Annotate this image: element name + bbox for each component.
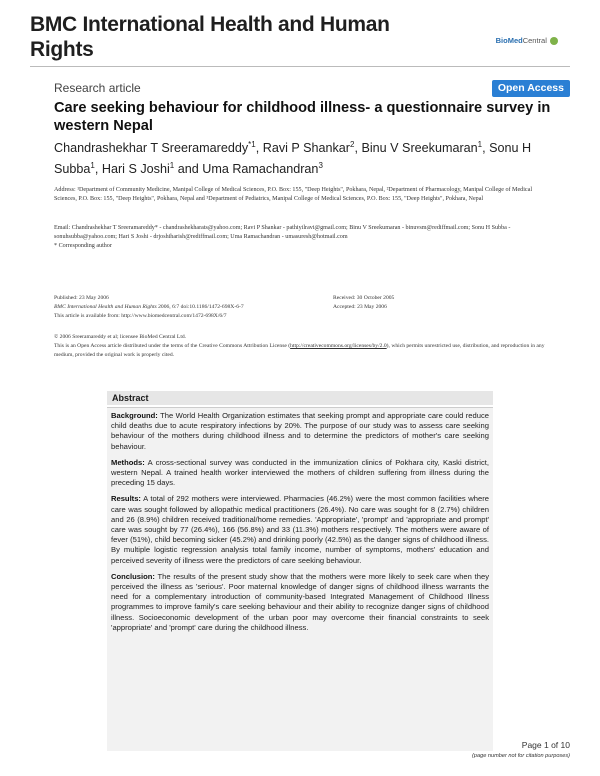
abstract-box [107,391,493,751]
published-date: Published: 23 May 2006 [54,295,109,301]
address-block: Address: ¹Department of Community Medicine, Manipal College of Medical Sciences, P.O. Box: 155, "Deep Heights", Pokhara, Nepal, ²Department of Pharmacology, Manipal College of Medical Sciences, P.O. Box: 155, "Deep Heights", Pokhara, Nepal and ³Department of Pediatrics, Manipal College of Medical Sciences, P.O. Box: 155, "Deep Heights", Pokhara, Nepal [54,187,533,202]
publisher-bio: Bio [495,36,508,45]
section-label: Conclusion: [111,571,155,581]
page-number: Page 1 of 10 [521,740,570,750]
abstract-conclusion [111,572,489,633]
section-label: Background: [111,411,158,420]
author-affiliation: 1 [477,140,483,149]
header-divider [30,66,570,67]
abstract-body [107,407,493,751]
license-text [54,342,554,360]
author-affiliation: 1 [169,161,175,171]
corresponding-note: * Corresponding author [54,243,112,249]
author[interactable]: Ravi P Shankar [262,141,350,156]
publisher-med: Med [507,36,523,45]
received-date: Received: 30 October 2005 [333,295,395,301]
dates-info [333,294,553,312]
license-part: This is an Open Access article distributed under the terms of the Creative Commons Attribution License ( [54,343,291,349]
author[interactable]: Hari S Joshi [101,162,170,177]
author-list: Chandrashekhar T Sreeramareddy$^{*1}$, Ravi P Shankar$^2$, Binu V Sreekumaran$^1$, Sonu H Subba$^1$, Hari S Joshi$^1$ and Uma Ramachandran$^3$ [54,140,532,177]
citation [54,303,354,312]
citation-journal: BMC International Health and Human Rights [54,304,157,310]
author-affiliation: 3 [318,161,323,171]
abstract-heading: Abstract [107,391,493,405]
section-text: The results of the present study show that the mothers were more likely to seek care when they perceived the illness as 'serious'. Poor maternal knowledge of danger signs of childhood illness warrants the need for a complementary introduction of community-based Integrated Management of Childhood Illness programmes to improve family's care seeking behaviour and their ability to recognize danger signs of childhood illness. Socioeconomic development of the urban poor may overcome their financial constraints to seek 'appropriate' and 'prompt' care during the childhood illness. [111,571,489,632]
article-type: Research article [54,81,141,95]
copyright-line: © 2006 Sreeramareddy et al; licensee BioMed Central Ltd. [54,334,187,340]
section-text: A cross-sectional survey was conducted in the immunization clinics of Pokhara city, Kaski district, western Nepal. A trained health worker interviewed the mothers of children suffering from illness during the preceding 15 days. [111,457,489,488]
publication-info [54,294,354,321]
author[interactable]: Sonu H Subba [54,141,532,177]
license-link[interactable]: http://creativecommons.org/licenses/by/2.0 [290,343,387,349]
section-text: The World Health Organization estimates that seeking prompt and appropriate care could reduce child deaths due to acute respiratory infections by 20%. The purpose of our study was to assess care seeking behaviour of the mothers during childhood illness and to determine the predictors of mother's care seeking behaviour. [111,411,489,451]
publisher-central: Central [522,36,547,45]
author-affiliation: 1 [90,161,95,171]
section-label: Results: [111,494,141,504]
abstract-methods [111,458,489,489]
section-label: Methods: [111,457,145,467]
open-access-badge: Open Access [492,80,570,97]
license-part: ), which permits unrestricted use, distribution, and reproduction in any medium, provided the original work is properly cited. [54,343,545,358]
abstract-results [111,494,489,565]
journal-title: BMC International Health and Human Rights [30,13,390,61]
article-title: Care seeking behaviour for childhood illness- a questionnaire survey in western Nepal [54,100,551,134]
author[interactable]: Chandrashekhar T Sreeramareddy [54,141,249,156]
author[interactable]: Binu V Sreekumaran [361,141,478,156]
author-affiliation: *1 [248,140,256,149]
accepted-date: Accepted: 23 May 2006 [333,304,387,310]
biomed-logo-icon [550,37,558,45]
email-list[interactable]: Email: Chandrashekhar T Sreeramareddy* - chandrashekharats@yahoo.com; Ravi P Shankar - pathiyilravi@gmail.com; Binu V Sreekumaran - binuvsm@rediffmail.com; Sonu H Subba - sonuhsubba@yahoo.com; Hari S Joshi - drjoshiharish@rediffmail.com; Uma Ramachandran - umasuresh@hotmail.com [54,225,511,240]
section-text: A total of 292 mothers were interviewed. Pharmacies (46.2%) were the most common facilities where care was sought followed by allopathic medical practitioners (26.4%). No care was sought for 8 (2.7%) children and 26 (8.9%) children received traditional/home remedies. 'Appropriate', 'prompt' and 'appropriate and prompt' care was sought by 77 (26.4%), 166 (56.8%) and 33 (11.3%) mothers respectively. The mothers were aware of fever (51%), child becoming sicker (45.2%) and drinking poorly (42.5%) as the danger signs of childhood illness. By multiple logistic regression analysis total family income, number of symptoms, mothers' education and perceived severity of illness were the predictors of care seeking behaviour. [111,494,489,565]
citation-doi: 2006, 6:7 doi:10.1186/1472-698X-6-7 [156,304,244,310]
author-affiliation: 2 [350,140,355,149]
email-block [54,224,554,251]
license-block [54,333,554,360]
article-url[interactable]: This article is available from: http://www.biomedcentral.com/1472-698X/6/7 [54,313,227,319]
abstract-background [111,411,489,452]
author[interactable]: Uma Ramachandran [202,162,319,177]
page-note: (page number not for citation purposes) [472,753,570,759]
publisher-logo[interactable] [496,36,558,45]
